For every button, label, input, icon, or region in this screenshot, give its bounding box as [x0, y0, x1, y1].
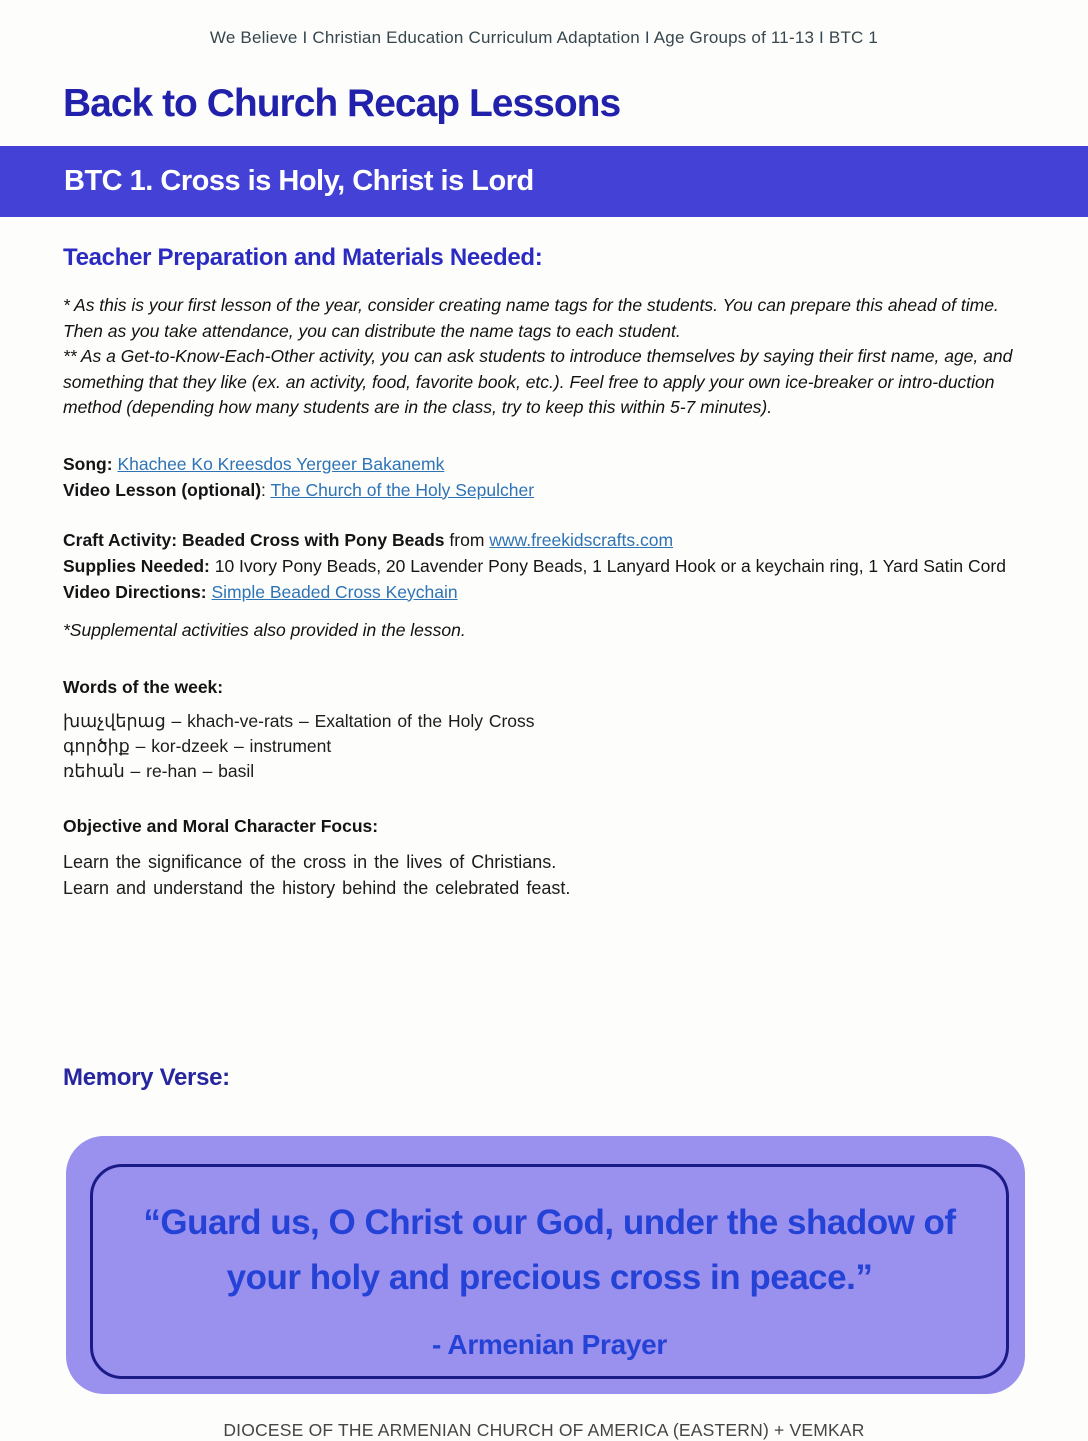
lesson-banner-title: BTC 1. Cross is Holy, Christ is Lord — [64, 165, 534, 197]
supplemental-note: *Supplemental activities also provided in the lesson. — [63, 619, 466, 640]
craft-block — [63, 527, 1026, 605]
video-lesson-separator: : — [261, 479, 271, 500]
song-video-block — [63, 451, 1026, 503]
craft-activity-line — [63, 527, 1026, 553]
video-directions-line — [63, 579, 1026, 605]
video-directions-label: Video Directions: — [63, 581, 207, 602]
objective-block — [63, 816, 1026, 902]
word-item-khachverats: խաչվերաց – khach-ve-rats – Exaltation of the Holy Cross — [63, 710, 535, 731]
word-item-rehan: ռեհան – re-han – basil — [63, 760, 255, 781]
memory-verse-attribution: - Armenian Prayer — [431, 1328, 668, 1360]
memory-verse-box — [66, 1136, 1025, 1394]
video-lesson-line — [63, 477, 1026, 503]
objective-heading: Objective and Moral Character Focus: — [63, 815, 379, 836]
objective-lines — [63, 849, 1026, 902]
words-of-week-heading: Words of the week: — [63, 676, 224, 697]
memory-verse-quote — [143, 1195, 955, 1305]
memory-verse-quote-line-1: “Guard us, O Christ our God, under the shadow of — [143, 1202, 956, 1242]
song-link[interactable]: Khachee Ko Kreesdos Yergeer Bakanemk — [117, 453, 445, 474]
craft-link[interactable]: www.freekidscrafts.com — [489, 529, 674, 550]
words-of-week-list — [63, 709, 1026, 784]
memory-verse-inner-frame — [90, 1164, 1009, 1379]
video-lesson-label: Video Lesson (optional) — [63, 479, 262, 500]
prep-note-2: ** As a Get-to-Know-Each-Other activity, you can ask students to introduce themselves by saying their first name, age, and something that they like (ex. an activity, food, favorite book, etc.). Feel free to apply your own ice-breaker or intro-duction method (depending how many students are in the class, try to keep this within 5-7 minutes). — [63, 346, 1013, 417]
memory-verse-quote-line-2: your holy and precious cross in peace.” — [226, 1257, 873, 1297]
supplies-text: 10 Ivory Pony Beads, 20 Lavender Pony Beads, 1 Lanyard Hook or a keychain ring, 1 Yard Satin Cord — [209, 555, 1006, 576]
memory-verse-heading: Memory Verse: — [63, 1063, 230, 1091]
words-of-week-block — [63, 677, 1026, 784]
craft-activity-label: Craft Activity: Beaded Cross with Pony Beads — [63, 529, 445, 550]
word-item-kordzeek: գործիք – kor-dzeek – instrument — [63, 735, 332, 756]
prep-note-1: * As this is your first lesson of the year, consider creating name tags for the students. You can prepare this ahead of time. Then as you take attendance, you can distribute the name tags to each student. — [63, 295, 999, 341]
objective-line-1: Learn the significance of the cross in the lives of Christians. — [63, 851, 557, 872]
document-body — [0, 244, 1088, 1394]
document-footer: DIOCESE OF THE ARMENIAN CHURCH OF AMERICA (EASTERN) + VEMKAR — [223, 1419, 865, 1440]
supplies-line — [63, 553, 1026, 579]
page-title: Back to Church Recap Lessons — [63, 82, 621, 125]
objective-line-2: Learn and understand the history behind the celebrated feast. — [63, 878, 571, 898]
document-header-line: We Believe I Christian Education Curriculum Adaptation I Age Groups of 11-13 I BTC 1 — [209, 28, 879, 47]
lesson-banner — [0, 146, 1088, 217]
craft-from-text: from — [444, 529, 490, 550]
video-lesson-link[interactable]: The Church of the Holy Sepulcher — [270, 479, 535, 500]
teacher-prep-heading: Teacher Preparation and Materials Needed: — [63, 244, 543, 271]
song-label: Song: — [63, 453, 113, 474]
teacher-prep-notes — [63, 293, 1026, 421]
video-directions-link[interactable]: Simple Beaded Cross Keychain — [211, 581, 458, 602]
song-line — [63, 451, 1026, 477]
supplies-label: Supplies Needed: — [63, 555, 210, 576]
